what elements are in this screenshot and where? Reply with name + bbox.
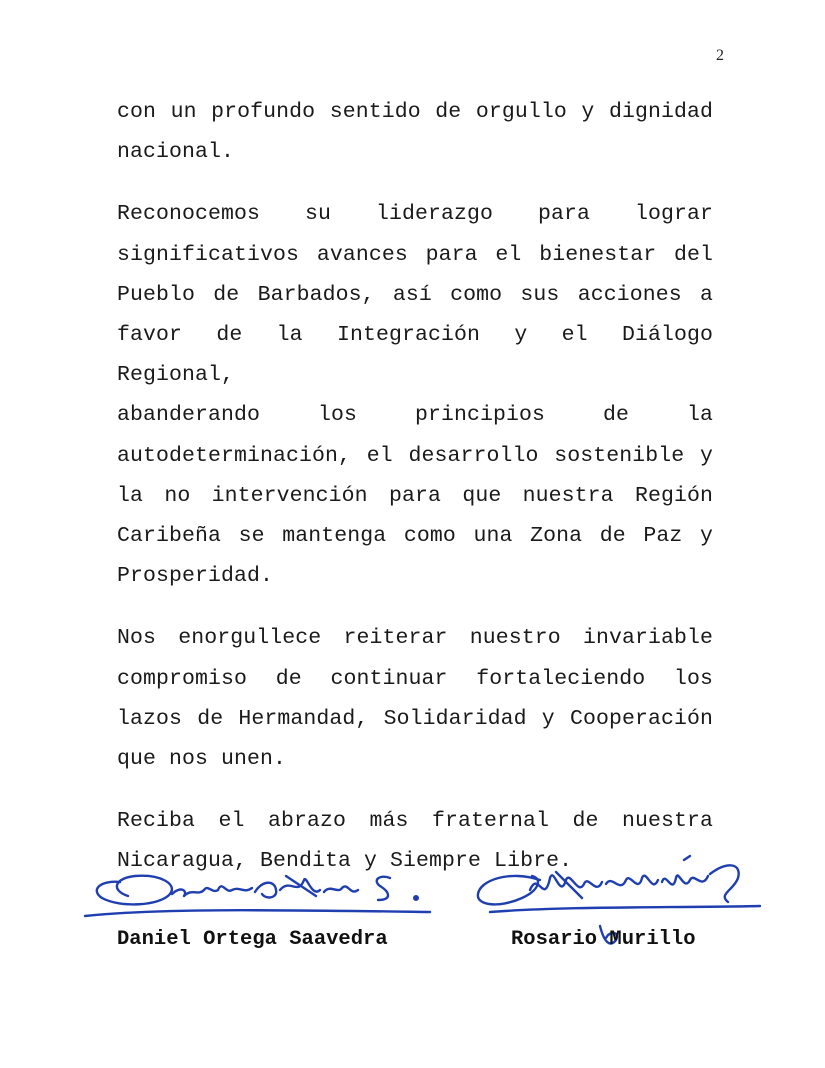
- paragraph-line: que nos unen.: [117, 747, 287, 772]
- signature-block-rosario-murillo: [470, 850, 770, 960]
- page-number: 2: [716, 47, 724, 64]
- paragraph-line: Prosperidad.: [117, 564, 274, 589]
- signer-name: Rosario Murillo: [511, 928, 696, 951]
- letter-body: [117, 92, 713, 904]
- paragraph-line: lazos de Hermandad, Solidaridad y Cooperación: [117, 706, 713, 731]
- paragraph-3: [117, 618, 713, 779]
- paragraph-2: [117, 194, 713, 596]
- paragraph-line: compromiso de continuar fortaleciendo los: [117, 666, 713, 691]
- paragraph-line: Nos enorgullece reiterar nuestro invariable: [117, 626, 713, 651]
- paragraph-line: Nicaragua, Bendita y Siempre Libre.: [117, 849, 573, 874]
- paragraph-line: abanderando los principios de la: [117, 403, 713, 428]
- paragraph-line: con un profundo sentido de orgullo y dignidad: [117, 100, 713, 124]
- paragraph-line: nacional.: [117, 140, 235, 165]
- paragraph-line: Caribeña se mantenga como una Zona de Paz y: [117, 524, 713, 549]
- paragraph-line: Reconocemos su liderazgo para lograr: [117, 202, 713, 227]
- paragraph-line: significativos avances para el bienestar del: [117, 242, 713, 267]
- paragraph-line: Reciba el abrazo más fraternal de nuestra: [117, 809, 713, 834]
- paragraph-line: autodeterminación, el desarrollo sostenible y: [117, 443, 713, 468]
- paragraph-line: Pueblo de Barbados, así como sus acciones a: [117, 282, 713, 307]
- paragraph-line: la no intervención para que nuestra Región: [117, 483, 713, 508]
- paragraph-line: favor de la Integración y el Diálogo Regional,: [117, 323, 713, 388]
- handwritten-signature-icon: [80, 850, 440, 930]
- signer-name: Daniel Ortega Saavedra: [117, 928, 388, 951]
- signature-block-daniel-ortega: [80, 850, 440, 960]
- paragraph-1: [117, 92, 713, 172]
